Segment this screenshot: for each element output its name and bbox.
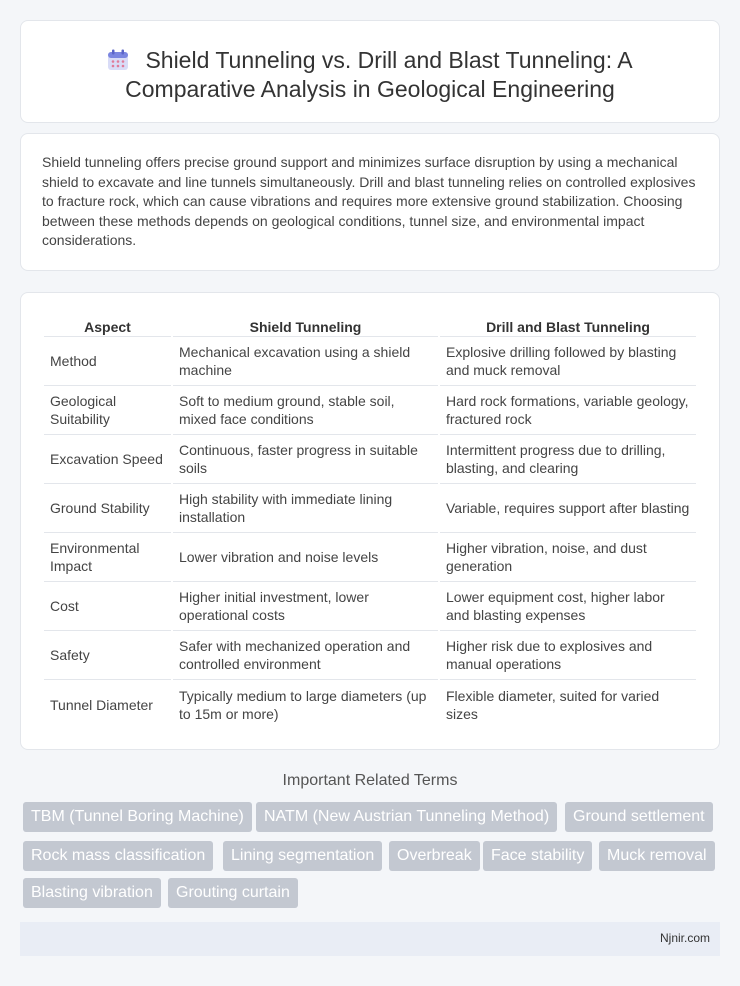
shield-cell: Continuous, faster progress in suitable soils <box>173 435 438 484</box>
table-row <box>44 484 696 533</box>
drill-blast-cell: Intermittent progress due to drilling, blasting, and clearing <box>440 435 696 484</box>
drill-blast-cell: Higher risk due to explosives and manual operations <box>440 631 696 680</box>
header-drill-blast: Drill and Blast Tunneling <box>440 317 696 337</box>
header-aspect: Aspect <box>44 317 171 337</box>
term-tag-ground-settlement[interactable]: Ground settlement <box>565 802 713 832</box>
aspect-cell: Cost <box>44 582 171 631</box>
header-shield: Shield Tunneling <box>173 317 438 337</box>
shield-cell: Higher initial investment, lower operational costs <box>173 582 438 631</box>
drill-blast-cell: Hard rock formations, variable geology, fractured rock <box>440 386 696 435</box>
calendar-icon <box>107 49 129 71</box>
term-tag-rock-mass-classification[interactable]: Rock mass classification <box>23 841 213 871</box>
term-tag-overbreak[interactable]: Overbreak <box>389 841 480 871</box>
aspect-cell: Ground Stability <box>44 484 171 533</box>
shield-cell: Mechanical excavation using a shield machine <box>173 337 438 386</box>
drill-blast-cell: Higher vibration, noise, and dust generation <box>440 533 696 582</box>
term-tag-natm[interactable]: NATM (New Austrian Tunneling Method) <box>256 802 557 832</box>
summary-card <box>20 133 720 271</box>
table-row <box>44 680 696 729</box>
title-card <box>20 20 720 123</box>
aspect-cell: Safety <box>44 631 171 680</box>
table-header-row <box>44 317 696 337</box>
aspect-cell: Geological Suitability <box>44 386 171 435</box>
table-row <box>44 386 696 435</box>
comparison-card <box>20 292 720 750</box>
drill-blast-cell: Flexible diameter, suited for varied sizes <box>446 687 660 722</box>
drill-blast-cell: Lower equipment cost, higher labor and blasting expenses <box>440 582 696 631</box>
term-tag-muck-removal[interactable]: Muck removal <box>599 841 715 871</box>
table-row <box>44 337 696 386</box>
table-row <box>44 582 696 631</box>
table-row <box>44 533 696 582</box>
footer <box>20 922 720 956</box>
term-tag-tbm[interactable]: TBM (Tunnel Boring Machine) <box>23 802 252 832</box>
shield-cell: Lower vibration and noise levels <box>173 533 438 582</box>
drill-blast-cell: Variable, requires support after blasting <box>440 484 696 533</box>
term-tag-blasting-vibration[interactable]: Blasting vibration <box>23 878 161 908</box>
shield-cell: Safer with mechanized operation and controlled environment <box>173 631 438 680</box>
term-tag-face-stability[interactable]: Face stability <box>483 841 592 871</box>
term-tag-grouting-curtain[interactable]: Grouting curtain <box>168 878 298 908</box>
page-title <box>51 46 689 104</box>
shield-cell: Typically medium to large diameters (up to 15m or more) <box>179 687 427 722</box>
related-terms-heading: Important Related Terms <box>282 772 458 789</box>
table-row <box>44 631 696 680</box>
aspect-cell: Excavation Speed <box>44 435 171 484</box>
summary-text: Shield tunneling offers precise ground support and minimizes surface disruption by using a mechanical shield to excavate and line tunnels simultaneously. Drill and blast tunneling relies on controlled explosives to fracture rock, which can cause vibrations and requires more extensive ground stabilization. Choosing between these methods depends on geological conditions, tunnel size, and environmental impact considerations. <box>42 154 696 249</box>
shield-cell: High stability with immediate lining installation <box>173 484 438 533</box>
drill-blast-cell: Explosive drilling followed by blasting and muck removal <box>440 337 696 386</box>
aspect-cell: Environmental Impact <box>44 533 171 582</box>
comparison-table <box>42 317 698 729</box>
aspect-cell: Method <box>44 337 171 386</box>
table-row <box>44 435 696 484</box>
shield-cell: Soft to medium ground, stable soil, mixed face conditions <box>173 386 438 435</box>
footer-site-link[interactable]: Njnir.com <box>659 931 710 945</box>
page-title-text: Shield Tunneling vs. Drill and Blast Tunneling: A Comparative Analysis in Geological Engineering <box>125 47 633 102</box>
term-tag-lining-segmentation[interactable]: Lining segmentation <box>223 841 382 871</box>
aspect-cell: Tunnel Diameter <box>50 696 153 713</box>
